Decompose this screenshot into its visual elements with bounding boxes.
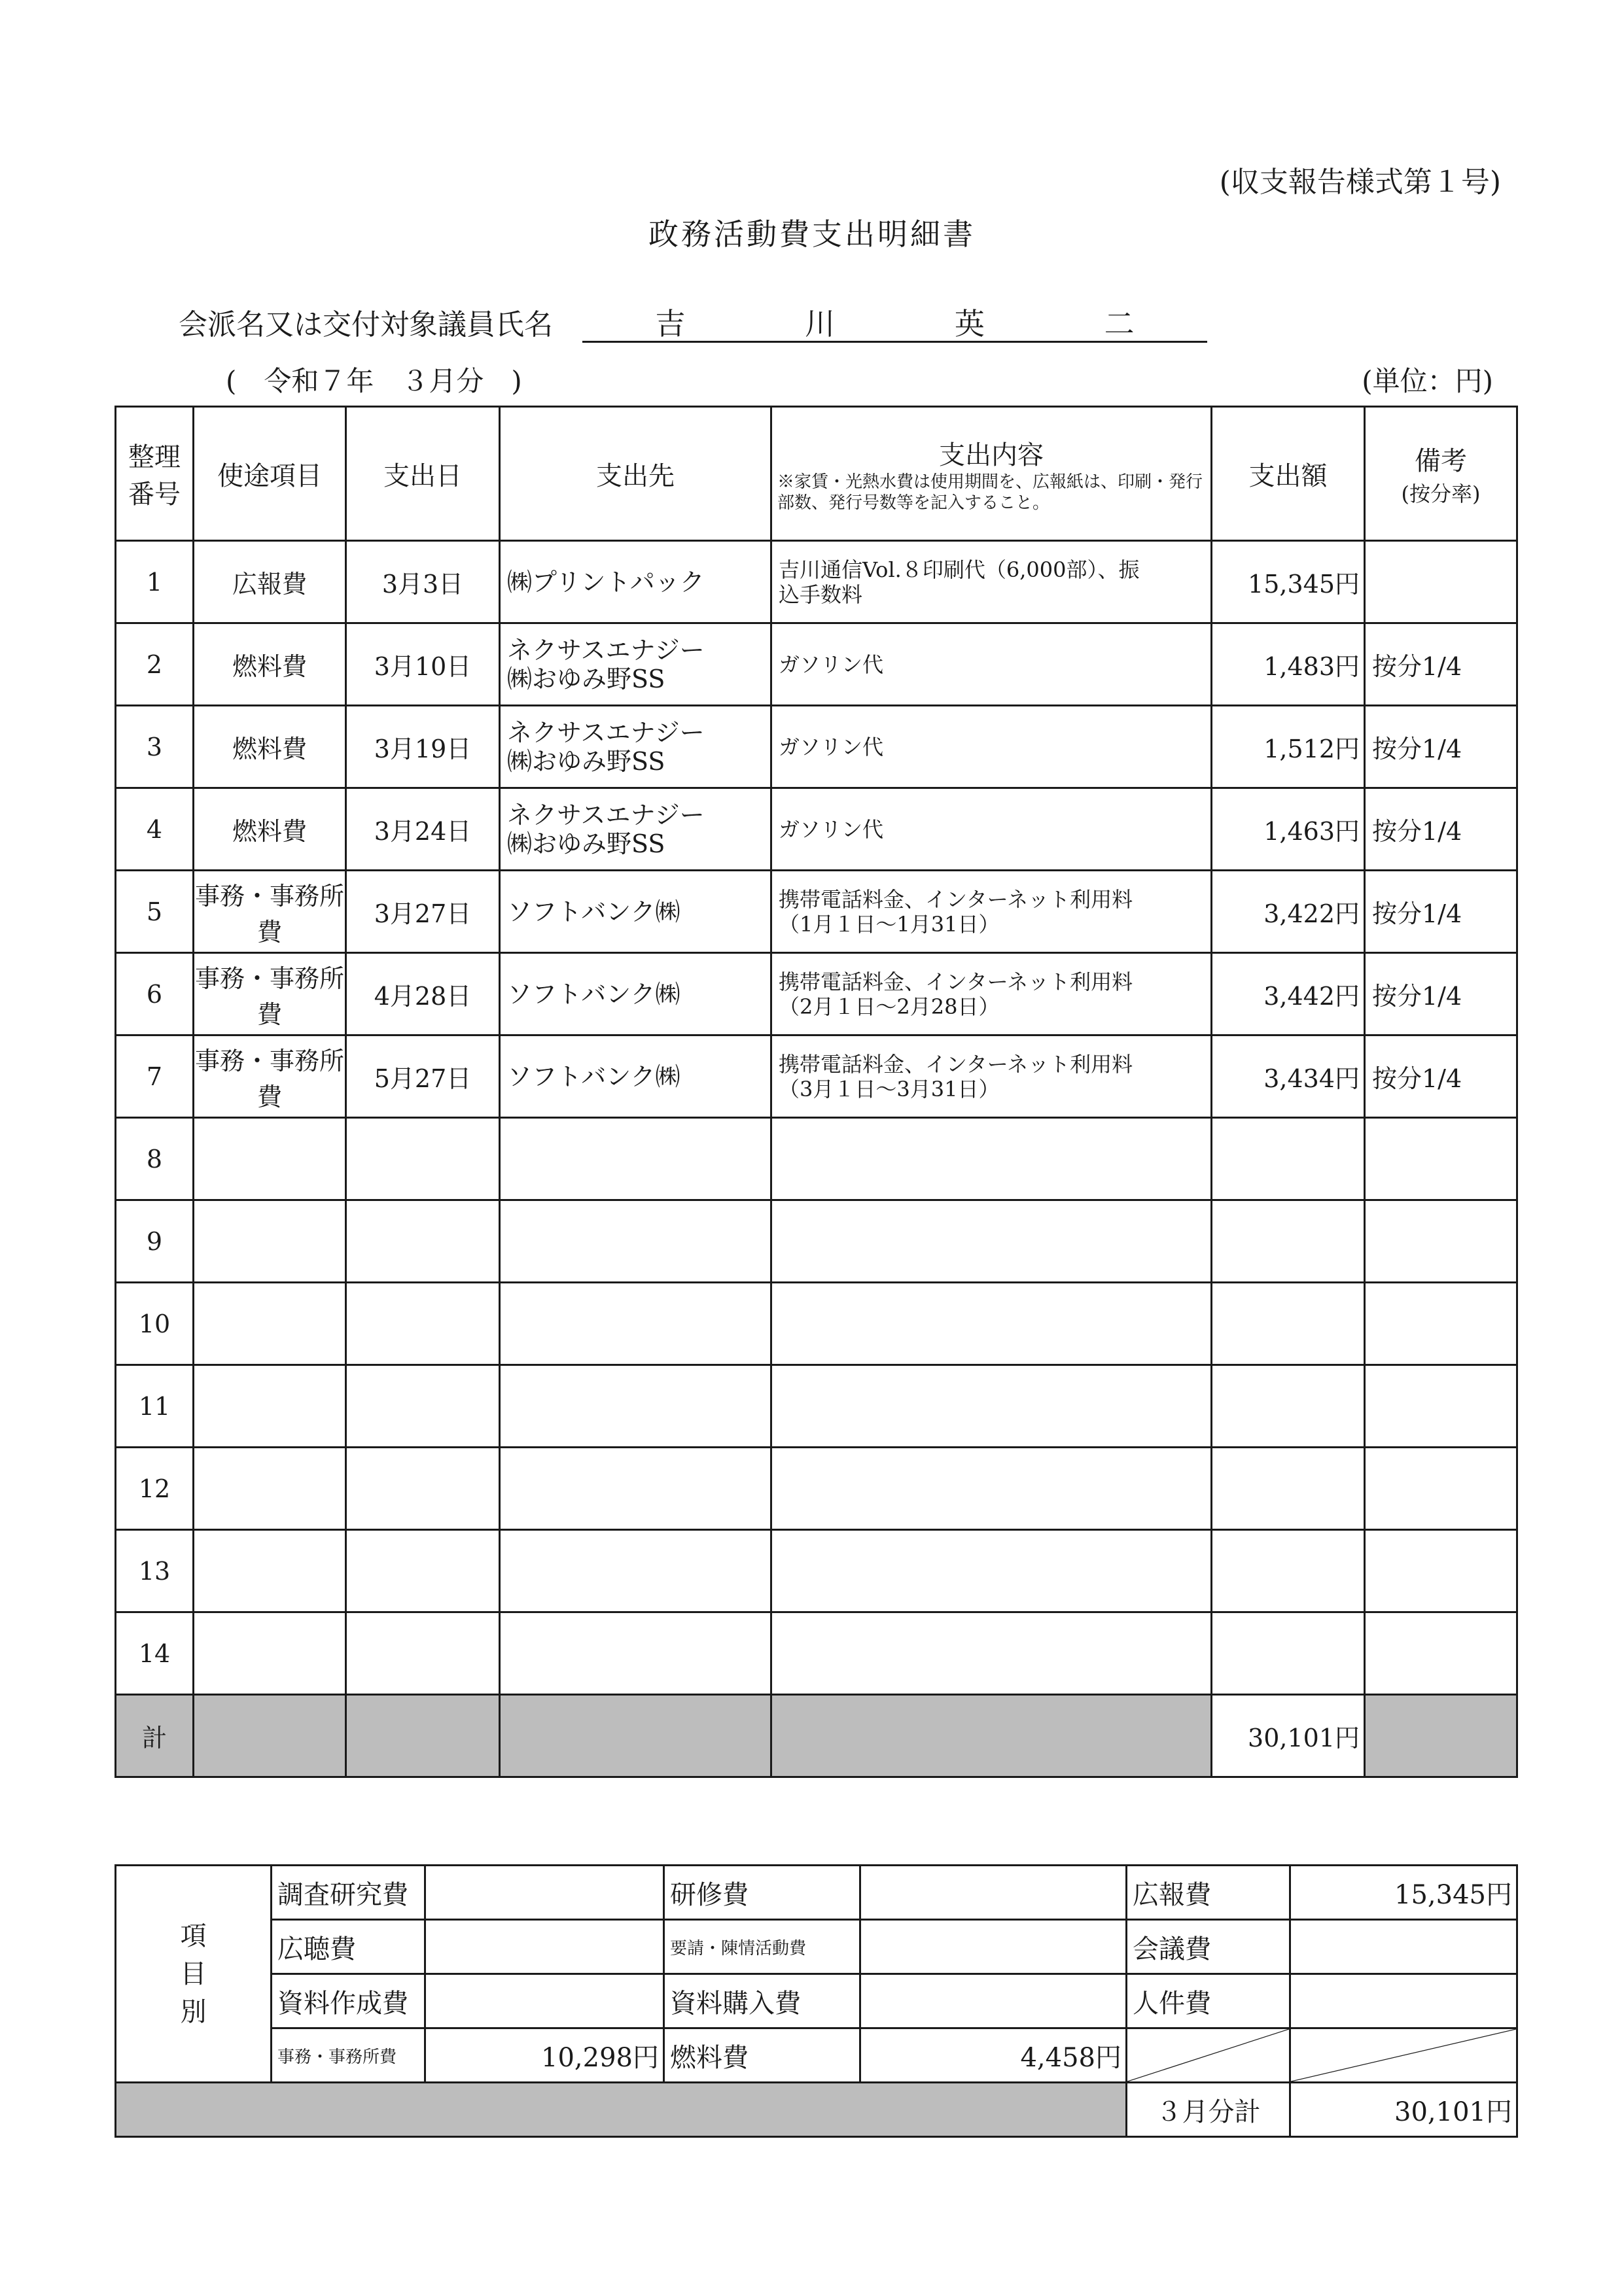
- row-no: 14: [116, 1612, 194, 1695]
- row-remarks: [1365, 1448, 1517, 1530]
- fuel-value: 4,458円: [860, 2028, 1127, 2083]
- header-amount: 支出額: [1212, 407, 1365, 541]
- row-date: 5月27日: [346, 1035, 500, 1118]
- meeting-value: [1290, 1920, 1517, 1974]
- row-amount: [1212, 1448, 1365, 1530]
- summary-side-label: [116, 1866, 272, 2083]
- table-row: [116, 1612, 1517, 1695]
- row-payee-line1: ネクサスエナジー: [507, 635, 705, 665]
- row-no: 7: [116, 1035, 194, 1118]
- row-category: [194, 1365, 346, 1448]
- row-date: [346, 1530, 500, 1612]
- row-payee: [500, 1118, 771, 1200]
- row-category: [194, 1530, 346, 1612]
- summary-row: [116, 1974, 1517, 2028]
- member-label: 会派名又は交付対象議員氏名: [179, 308, 553, 341]
- row-amount: 3,422円: [1212, 871, 1365, 953]
- row-date: 3月24日: [346, 788, 500, 871]
- total-amount: 30,101円: [1212, 1695, 1365, 1777]
- side-char: 項: [180, 1921, 207, 1951]
- row-date: [346, 1200, 500, 1283]
- row-payee-line1: ソフトバンク㈱: [507, 979, 680, 1009]
- header-no-line2: 番号: [128, 479, 181, 510]
- hearing-value: [425, 1920, 664, 1974]
- form-number: (収支報告様式第１号): [1219, 165, 1501, 199]
- row-date: 3月19日: [346, 706, 500, 788]
- table-row: [116, 788, 1517, 871]
- pr-label: 広報費: [1127, 1866, 1290, 1920]
- row-remarks: [1365, 541, 1517, 623]
- materials-making-value: [425, 1974, 664, 2028]
- row-category: [194, 1118, 346, 1200]
- personnel-label: 人件費: [1127, 1974, 1290, 2028]
- row-content-line2: （2月１日～2月28日）: [779, 994, 1000, 1019]
- row-remarks: 按分1/4: [1365, 623, 1517, 706]
- row-payee-line1: ソフトバンク㈱: [507, 1062, 680, 1091]
- row-payee: [500, 1448, 771, 1530]
- row-no: 9: [116, 1200, 194, 1283]
- row-content: [771, 1612, 1212, 1695]
- row-category: [194, 1448, 346, 1530]
- fuel-label: 燃料費: [664, 2028, 860, 2083]
- row-remarks: 按分1/4: [1365, 706, 1517, 788]
- personnel-value: [1290, 1974, 1517, 2028]
- row-payee-line1: ソフトバンク㈱: [507, 897, 680, 926]
- header-no-line1: 整理: [128, 442, 181, 472]
- row-content-line1: ガソリン代: [779, 734, 884, 759]
- row-payee: [500, 1200, 771, 1283]
- table-row: [116, 1365, 1517, 1448]
- row-content-line1: ガソリン代: [779, 816, 884, 842]
- diagonal-cell: [1127, 2028, 1290, 2083]
- summary-row: [116, 1920, 1517, 1974]
- meeting-label: 会議費: [1127, 1920, 1290, 1974]
- row-content: [771, 1118, 1212, 1200]
- diagonal-line: [1291, 2029, 1516, 2081]
- row-date: [346, 1448, 500, 1530]
- summary-table: [115, 1864, 1518, 2138]
- header-content: [771, 407, 1212, 541]
- row-remarks: 按分1/4: [1365, 788, 1517, 871]
- table-row: [116, 1283, 1517, 1365]
- member-name: [582, 302, 1207, 343]
- row-no: 10: [116, 1283, 194, 1365]
- row-payee: [500, 1035, 771, 1118]
- diagonal-line: [1127, 2029, 1289, 2081]
- row-remarks: [1365, 1612, 1517, 1695]
- row-no: 2: [116, 623, 194, 706]
- row-amount: [1212, 1118, 1365, 1200]
- summary-row: [116, 2028, 1517, 2083]
- row-content-line1: 吉川通信Vol.８印刷代（6,000部）、振: [779, 557, 1140, 582]
- petition-value: [860, 1920, 1127, 1974]
- row-amount: 1,463円: [1212, 788, 1365, 871]
- row-category: 事務・事務所費: [194, 871, 346, 953]
- row-content: [771, 1448, 1212, 1530]
- header-category: 使途項目: [194, 407, 346, 541]
- row-category: [194, 1283, 346, 1365]
- report-period: ( 令和７年 ３月分 ): [226, 365, 522, 397]
- side-char: 別: [180, 1996, 207, 2027]
- total-blank: [346, 1695, 500, 1777]
- row-date: 4月28日: [346, 953, 500, 1035]
- row-content-line1: ガソリン代: [779, 652, 884, 677]
- row-date: 3月3日: [346, 541, 500, 623]
- header-remarks-title: 備考: [1415, 445, 1467, 476]
- row-category: 燃料費: [194, 623, 346, 706]
- side-char: 目: [180, 1958, 207, 1989]
- row-payee: [500, 1283, 771, 1365]
- row-content: [771, 1365, 1212, 1448]
- member-name-char: 英: [954, 305, 985, 341]
- row-payee: [500, 706, 771, 788]
- row-category: [194, 1200, 346, 1283]
- header-remarks: [1365, 407, 1517, 541]
- row-no: 1: [116, 541, 194, 623]
- table-row: [116, 1200, 1517, 1283]
- header-content-title: 支出内容: [939, 440, 1044, 470]
- month-total-value: 30,101円: [1290, 2083, 1517, 2137]
- row-amount: 15,345円: [1212, 541, 1365, 623]
- member-name-char: 二: [1104, 305, 1135, 341]
- petition-label: 要請・陳情活動費: [664, 1920, 860, 1974]
- row-no: 4: [116, 788, 194, 871]
- row-amount: 3,442円: [1212, 953, 1365, 1035]
- row-date: [346, 1365, 500, 1448]
- row-payee: [500, 1365, 771, 1448]
- training-label: 研修費: [664, 1866, 860, 1920]
- row-payee: [500, 1612, 771, 1695]
- row-no: 5: [116, 871, 194, 953]
- summary-total-blank: [116, 2083, 1127, 2137]
- row-amount: [1212, 1365, 1365, 1448]
- page-title: 政務活動費支出明細書: [648, 217, 976, 252]
- header-payee: 支出先: [500, 407, 771, 541]
- unit-label: (単位：円): [1362, 365, 1493, 397]
- row-category: 燃料費: [194, 788, 346, 871]
- row-payee-line1: ㈱プリントパック: [507, 567, 705, 597]
- row-content-line2: 込手数料: [779, 582, 863, 607]
- total-blank: [1365, 1695, 1517, 1777]
- header-date: 支出日: [346, 407, 500, 541]
- row-content: [771, 541, 1212, 623]
- training-value: [860, 1866, 1127, 1920]
- row-payee: [500, 871, 771, 953]
- materials-making-label: 資料作成費: [272, 1974, 425, 2028]
- row-remarks: [1365, 1200, 1517, 1283]
- row-content: [771, 788, 1212, 871]
- row-content-line1: 携帯電話料金、インターネット利用料: [779, 969, 1133, 994]
- row-category: 広報費: [194, 541, 346, 623]
- materials-purchase-value: [860, 1974, 1127, 2028]
- row-payee-line2: ㈱おゆみ野SS: [507, 829, 665, 858]
- office-value: 10,298円: [425, 2028, 664, 2083]
- row-amount: [1212, 1612, 1365, 1695]
- row-content-line2: （1月１日～1月31日）: [779, 911, 1000, 937]
- table-row: [116, 541, 1517, 623]
- row-date: [346, 1118, 500, 1200]
- materials-purchase-label: 資料購入費: [664, 1974, 860, 2028]
- header-content-note: ※家賃・光熱水費は使用期間を、広報紙は、印刷・発行部数、発行号数等を記入すること。: [777, 472, 1203, 513]
- row-payee: [500, 623, 771, 706]
- row-payee-line2: ㈱おゆみ野SS: [507, 664, 665, 693]
- row-amount: 1,483円: [1212, 623, 1365, 706]
- total-label: 計: [116, 1695, 194, 1777]
- research-value: [425, 1866, 664, 1920]
- row-payee: [500, 788, 771, 871]
- table-row: [116, 953, 1517, 1035]
- table-header-row: [116, 407, 1517, 541]
- row-date: 3月10日: [346, 623, 500, 706]
- row-content: [771, 953, 1212, 1035]
- row-remarks: [1365, 1283, 1517, 1365]
- row-content: [771, 623, 1212, 706]
- table-row: [116, 623, 1517, 706]
- total-blank: [194, 1695, 346, 1777]
- row-content: [771, 1283, 1212, 1365]
- month-total-label: ３月分計: [1127, 2083, 1290, 2137]
- row-content: [771, 706, 1212, 788]
- row-amount: 3,434円: [1212, 1035, 1365, 1118]
- row-remarks: [1365, 1530, 1517, 1612]
- row-amount: [1212, 1283, 1365, 1365]
- summary-total-row: [116, 2083, 1517, 2137]
- member-name-char: 吉: [655, 305, 686, 341]
- row-category: 事務・事務所費: [194, 1035, 346, 1118]
- row-remarks: 按分1/4: [1365, 953, 1517, 1035]
- row-content-line1: 携帯電話料金、インターネット利用料: [779, 886, 1133, 912]
- row-content: [771, 1035, 1212, 1118]
- expense-table: [115, 406, 1518, 1778]
- row-no: 13: [116, 1530, 194, 1612]
- row-remarks: 按分1/4: [1365, 871, 1517, 953]
- table-row: [116, 1035, 1517, 1118]
- row-payee: [500, 1530, 771, 1612]
- row-category: 燃料費: [194, 706, 346, 788]
- row-no: 3: [116, 706, 194, 788]
- row-amount: 1,512円: [1212, 706, 1365, 788]
- summary-row: [116, 1866, 1517, 1920]
- row-date: [346, 1612, 500, 1695]
- row-content-line1: 携帯電話料金、インターネット利用料: [779, 1051, 1133, 1077]
- row-payee: [500, 541, 771, 623]
- row-remarks: 按分1/4: [1365, 1035, 1517, 1118]
- row-no: 12: [116, 1448, 194, 1530]
- row-content: [771, 871, 1212, 953]
- table-row: [116, 1448, 1517, 1530]
- row-payee-line2: ㈱おゆみ野SS: [507, 746, 665, 776]
- hearing-label: 広聴費: [272, 1920, 425, 1974]
- row-amount: [1212, 1200, 1365, 1283]
- total-blank: [771, 1695, 1212, 1777]
- pr-value: 15,345円: [1290, 1866, 1517, 1920]
- total-blank: [500, 1695, 771, 1777]
- row-content: [771, 1530, 1212, 1612]
- diagonal-cell: [1290, 2028, 1517, 2083]
- row-no: 8: [116, 1118, 194, 1200]
- row-category: [194, 1612, 346, 1695]
- table-row: [116, 871, 1517, 953]
- table-row: [116, 1530, 1517, 1612]
- total-row: [116, 1695, 1517, 1777]
- research-label: 調査研究費: [272, 1866, 425, 1920]
- row-date: [346, 1283, 500, 1365]
- row-remarks: [1365, 1365, 1517, 1448]
- row-no: 11: [116, 1365, 194, 1448]
- row-remarks: [1365, 1118, 1517, 1200]
- row-category: 事務・事務所費: [194, 953, 346, 1035]
- row-amount: [1212, 1530, 1365, 1612]
- header-no: [116, 407, 194, 541]
- table-row: [116, 706, 1517, 788]
- member-name-char: 川: [805, 305, 836, 341]
- row-payee: [500, 953, 771, 1035]
- table-row: [116, 1118, 1517, 1200]
- row-content-line2: （3月１日～3月31日）: [779, 1076, 1000, 1102]
- row-content: [771, 1200, 1212, 1283]
- row-date: 3月27日: [346, 871, 500, 953]
- row-no: 6: [116, 953, 194, 1035]
- row-payee-line1: ネクサスエナジー: [507, 718, 705, 747]
- header-remarks-sub: (按分率): [1401, 481, 1481, 506]
- row-payee-line1: ネクサスエナジー: [507, 800, 705, 829]
- office-label: 事務・事務所費: [272, 2028, 425, 2083]
